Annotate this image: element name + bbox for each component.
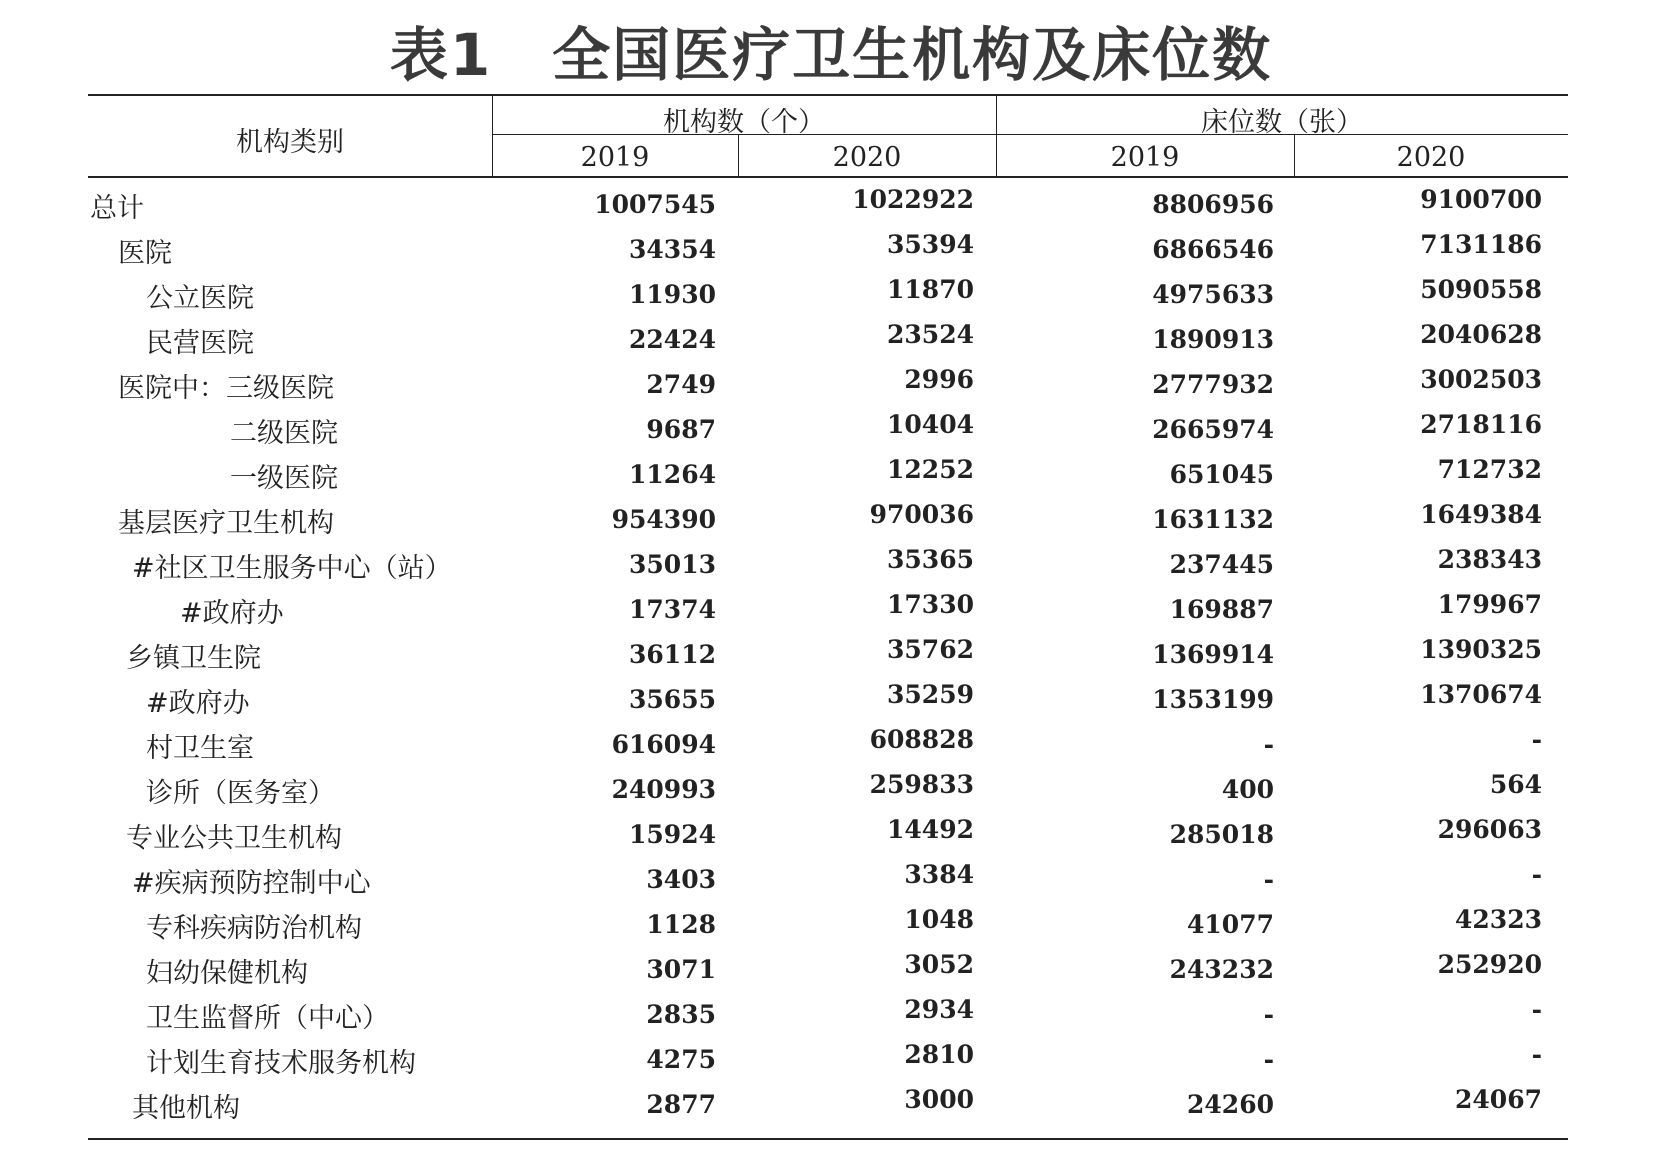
cell-value: 9687 xyxy=(646,415,716,444)
row-label: 妇幼保健机构 xyxy=(146,958,308,989)
row-label: 其他机构 xyxy=(132,1093,240,1124)
cell-value: 3403 xyxy=(646,865,716,894)
table-row xyxy=(0,681,1662,726)
cell-value: 1369914 xyxy=(1152,640,1274,669)
top-rule xyxy=(88,94,1568,96)
cell-value: 24260 xyxy=(1187,1090,1274,1119)
cell-value: 1048 xyxy=(904,905,974,934)
row-label: 总计 xyxy=(90,193,144,224)
cell-value: 2877 xyxy=(646,1090,716,1119)
cell-value: 2040628 xyxy=(1420,320,1542,349)
cell-value: 4275 xyxy=(646,1045,716,1074)
table-row xyxy=(0,321,1662,366)
table-row xyxy=(0,636,1662,681)
row-label: #政府办 xyxy=(180,598,284,629)
cell-value: 651045 xyxy=(1169,460,1274,489)
row-label: 专科疾病防治机构 xyxy=(146,913,362,944)
cell-value: 34354 xyxy=(629,235,716,264)
cell-value: 3052 xyxy=(904,950,974,979)
cell-value: 35365 xyxy=(887,545,974,574)
cell-value: 36112 xyxy=(629,640,716,669)
cell-value: 2835 xyxy=(646,1000,716,1029)
cell-value: 11264 xyxy=(629,460,716,489)
cell-value: - xyxy=(1531,725,1542,754)
row-label: #政府办 xyxy=(146,688,250,719)
cell-value: - xyxy=(1531,860,1542,889)
table-row xyxy=(0,1086,1662,1131)
cell-value: 1370674 xyxy=(1420,680,1542,709)
cell-value: 7131186 xyxy=(1420,230,1542,259)
row-label: 基层医疗卫生机构 xyxy=(118,508,334,539)
cell-value: 8806956 xyxy=(1152,190,1274,219)
row-label: 村卫生室 xyxy=(146,733,254,764)
cell-value: 22424 xyxy=(629,325,716,354)
row-label: 计划生育技术服务机构 xyxy=(146,1048,416,1079)
cell-value: 2665974 xyxy=(1152,415,1274,444)
cell-value: 5090558 xyxy=(1420,275,1542,304)
cell-value: 296063 xyxy=(1437,815,1542,844)
cell-value: 252920 xyxy=(1437,950,1542,979)
cell-value: - xyxy=(1531,1040,1542,1069)
table-row xyxy=(0,276,1662,321)
table-row xyxy=(0,456,1662,501)
cell-value: 4975633 xyxy=(1152,280,1274,309)
cell-value: 2749 xyxy=(646,370,716,399)
table-row xyxy=(0,906,1662,951)
row-label: 医院中：三级医院 xyxy=(118,373,334,404)
cell-value: 3071 xyxy=(646,955,716,984)
cell-value: 3384 xyxy=(904,860,974,889)
cell-value: - xyxy=(1263,1045,1274,1074)
table-row xyxy=(0,951,1662,996)
cell-value: 6866546 xyxy=(1152,235,1274,264)
cell-value: 240993 xyxy=(611,775,716,804)
cell-value: 23524 xyxy=(887,320,974,349)
cell-value: 2934 xyxy=(904,995,974,1024)
cell-value: 1007545 xyxy=(594,190,716,219)
row-label: 专业公共卫生机构 xyxy=(126,823,342,854)
cell-value: 237445 xyxy=(1169,550,1274,579)
row-label: #社区卫生服务中心（站） xyxy=(132,553,452,584)
cell-value: 35655 xyxy=(629,685,716,714)
table-row xyxy=(0,816,1662,861)
table-row xyxy=(0,1041,1662,1086)
cell-value: 41077 xyxy=(1187,910,1274,939)
cell-value: 954390 xyxy=(611,505,716,534)
cell-value: 11930 xyxy=(629,280,716,309)
table-row xyxy=(0,501,1662,546)
header-year: 2019 xyxy=(1110,142,1180,173)
header-year: 2020 xyxy=(1396,142,1466,173)
cell-value: 259833 xyxy=(869,770,974,799)
row-label: 医院 xyxy=(118,238,172,269)
cell-value: - xyxy=(1263,1000,1274,1029)
row-label: 公立医院 xyxy=(146,283,254,314)
table-row xyxy=(0,546,1662,591)
cell-value: 179967 xyxy=(1437,590,1542,619)
cell-value: 35259 xyxy=(887,680,974,709)
cell-value: 24067 xyxy=(1455,1085,1542,1114)
cell-value: 35013 xyxy=(629,550,716,579)
cell-value: 2996 xyxy=(904,365,974,394)
cell-value: 1649384 xyxy=(1420,500,1542,529)
row-label: 一级医院 xyxy=(230,463,338,494)
cell-value: 3000 xyxy=(904,1085,974,1114)
cell-value: - xyxy=(1531,995,1542,1024)
cell-value: 243232 xyxy=(1169,955,1274,984)
cell-value: 11870 xyxy=(887,275,974,304)
cell-value: 2718116 xyxy=(1420,410,1542,439)
header-category: 机构类别 xyxy=(236,127,344,158)
cell-value: 1390325 xyxy=(1420,635,1542,664)
cell-value: 608828 xyxy=(869,725,974,754)
table-row xyxy=(0,996,1662,1041)
cell-value: - xyxy=(1263,865,1274,894)
header-year: 2019 xyxy=(580,142,650,173)
row-label: 乡镇卫生院 xyxy=(126,643,261,674)
header-year: 2020 xyxy=(832,142,902,173)
cell-value: 2810 xyxy=(904,1040,974,1069)
table-row xyxy=(0,591,1662,636)
cell-value: 1353199 xyxy=(1152,685,1274,714)
table-row xyxy=(0,771,1662,816)
cell-value: 2777932 xyxy=(1152,370,1274,399)
header-bottom-rule xyxy=(88,176,1568,178)
cell-value: 14492 xyxy=(887,815,974,844)
cell-value: 169887 xyxy=(1169,595,1274,624)
cell-value: 970036 xyxy=(869,500,974,529)
cell-value: 712732 xyxy=(1437,455,1542,484)
cell-value: 1631132 xyxy=(1152,505,1274,534)
cell-value: 400 xyxy=(1221,775,1274,804)
table-row xyxy=(0,186,1662,231)
cell-value: 17374 xyxy=(629,595,716,624)
table-row xyxy=(0,411,1662,456)
cell-value: 238343 xyxy=(1437,545,1542,574)
cell-value: 564 xyxy=(1489,770,1542,799)
cell-value: 15924 xyxy=(629,820,716,849)
cell-value: - xyxy=(1263,730,1274,759)
table-row xyxy=(0,231,1662,276)
cell-value: 17330 xyxy=(887,590,974,619)
row-label: 卫生监督所（中心） xyxy=(146,1003,389,1034)
cell-value: 1022922 xyxy=(852,185,974,214)
row-label: #疾病预防控制中心 xyxy=(132,868,371,899)
table-row xyxy=(0,861,1662,906)
cell-value: 9100700 xyxy=(1420,185,1542,214)
bottom-rule xyxy=(88,1138,1568,1140)
cell-value: 35762 xyxy=(887,635,974,664)
cell-value: 12252 xyxy=(887,455,974,484)
header-beds: 床位数（张） xyxy=(1201,107,1363,138)
row-label: 二级医院 xyxy=(230,418,338,449)
cell-value: 42323 xyxy=(1455,905,1542,934)
row-label: 诊所（医务室） xyxy=(146,778,335,809)
cell-value: 1890913 xyxy=(1152,325,1274,354)
cell-value: 35394 xyxy=(887,230,974,259)
cell-value: 285018 xyxy=(1169,820,1274,849)
header-institutions: 机构数（个） xyxy=(663,107,825,138)
table-row xyxy=(0,726,1662,771)
table-row xyxy=(0,366,1662,411)
cell-value: 10404 xyxy=(887,410,974,439)
cell-value: 616094 xyxy=(611,730,716,759)
cell-value: 3002503 xyxy=(1420,365,1542,394)
cell-value: 1128 xyxy=(646,910,716,939)
table-title: 表1 全国医疗卫生机构及床位数 xyxy=(389,21,1273,89)
row-label: 民营医院 xyxy=(146,328,254,359)
